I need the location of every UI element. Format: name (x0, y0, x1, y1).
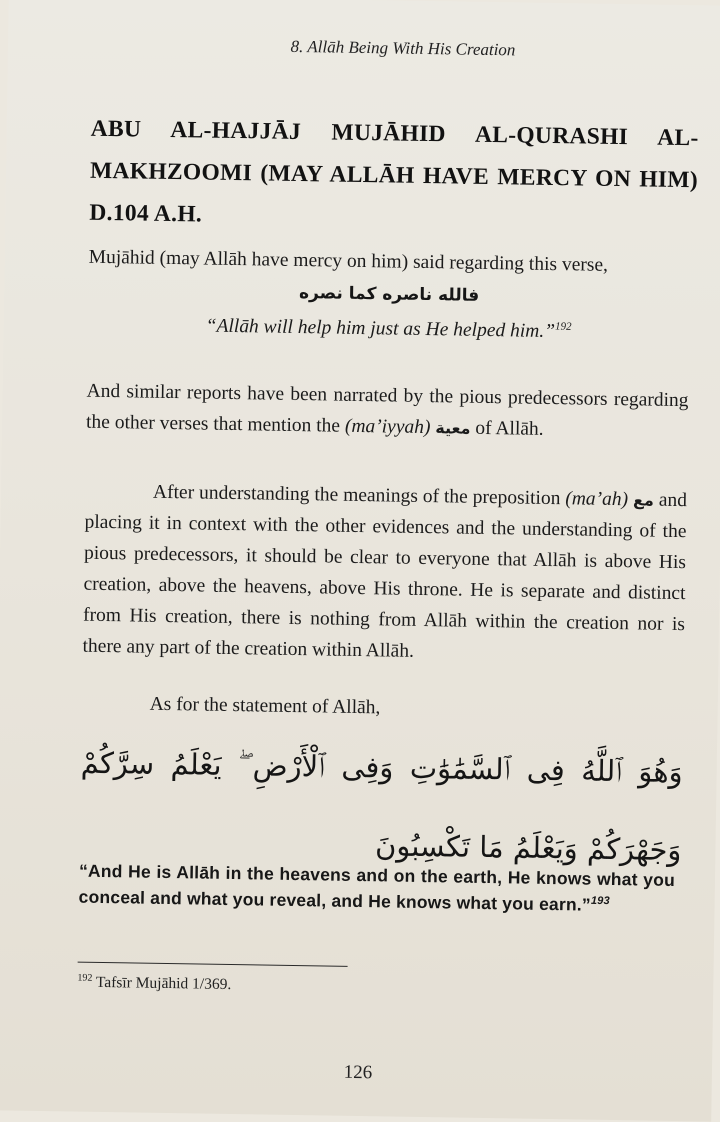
similar-reports-paragraph (86, 376, 689, 447)
english-quote (87, 314, 689, 345)
quran-verse-translation (78, 858, 675, 919)
statement-intro (81, 688, 683, 728)
maiyyah-term: (ma’iyyah) (344, 415, 431, 439)
para4-text: As for the statement of Allāh, (149, 693, 381, 719)
para3-text1: After understanding the meanings of the preposition (152, 481, 566, 510)
footnote-divider (78, 962, 348, 967)
para3-text2: and placing it in context with the other evidences and the understanding of the pious predecessors, it should be clear to everyone that Allāh is above His creation, above the heavens, above His throne. He is separate and distinct from His creation, there is nothing from Allāh within the creation nor is there any part of the creation within Allāh. (82, 489, 688, 662)
arabic-quote: فالله ناصره كما نصره (298, 283, 480, 306)
maiyyah-arabic: معية (435, 418, 471, 438)
verse-translation-text: “And He is Allāh in the heavens and on the earth, He knows what you conceal and what you reveal, and He knows what you earn.” (78, 860, 676, 915)
footnote-ref-192: 192 (555, 320, 572, 333)
para2-text1: And similar reports have been narrated by the pious predecessors regarding the other verses that mention the (85, 380, 689, 437)
indent (85, 497, 153, 498)
maah-term: (ma’ah) (565, 488, 629, 511)
footnote-text: Tafsīr Mujāhid 1/369. (95, 973, 232, 994)
maah-arabic: مع (632, 490, 655, 510)
footnote (77, 974, 231, 994)
indent (82, 709, 150, 710)
explanation-paragraph (82, 476, 687, 671)
running-head: 8. Allāh Being With His Creation (290, 36, 516, 60)
footnote-number: 192 (77, 972, 93, 984)
english-quote-text: “Allāh will help him just as He helped him.” (205, 315, 556, 343)
footnote-ref-193: 193 (590, 894, 610, 908)
quran-verse-arabic: وَهُوَ ٱللَّهُ فِى ٱلسَّمَٰوَٰتِ وَفِى ٱلْأَرْضِ ۖ يَعْلَمُ سِرَّكُمْ وَجَهْرَكُمْ وَيَعْلَمُ مَا تَكْسِبُونَ (80, 745, 683, 868)
intro-paragraph: Mujāhid (may Allāh have mercy on him) said regarding this verse, (88, 246, 609, 276)
section-heading: ABU AL-HAJJĀJ MUJĀHID AL-QURASHI AL-MAKHZOOMI (MAY ALLĀH HAVE MERCY ON HIM) D.104 A.H. (89, 115, 699, 228)
page-number: 126 (343, 1061, 373, 1084)
para2-text2: of Allāh. (470, 417, 544, 440)
